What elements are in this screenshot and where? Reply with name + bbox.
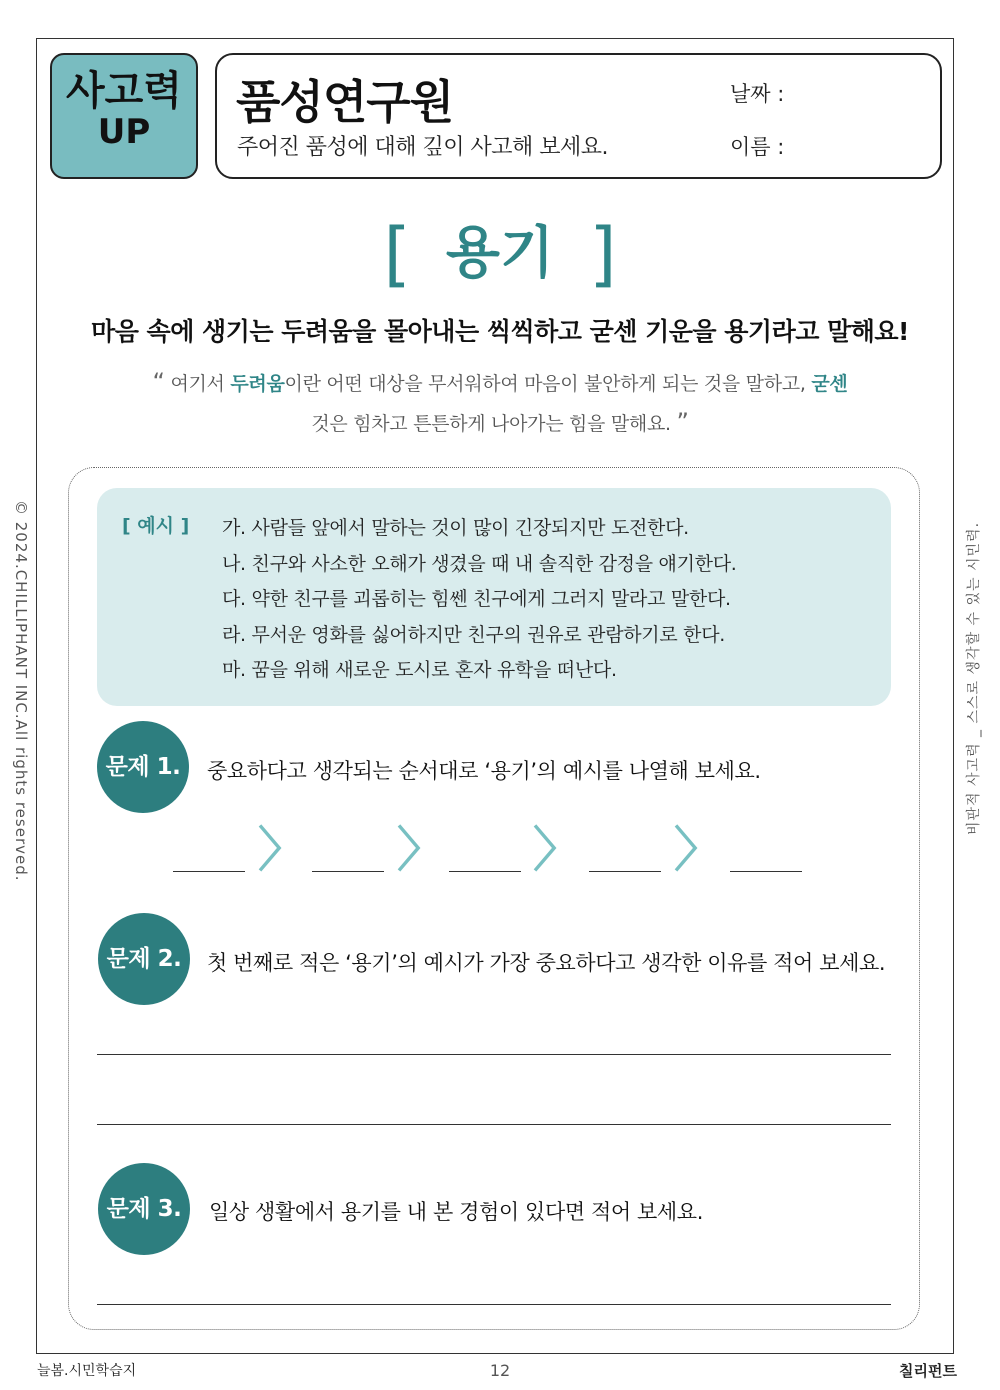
- definition-text: 마음 속에 생기는 두려움을 몰아내는 씩씩하고 굳센 기운을 용기라고 말해요!: [91, 317, 909, 346]
- question-2-text: 첫 번째로 적은 ‘용기’의 예시가 가장 중요하다고 생각한 이유를 적어 보세요.: [207, 951, 886, 975]
- quote-highlight-strong: 굳센: [811, 373, 848, 395]
- quote-line-1: [0, 368, 1000, 396]
- order-blank-1[interactable]: [173, 871, 245, 872]
- quote-text-line2: 것은 힘차고 튼튼하게 나아가는 힘을 말해요.: [311, 413, 671, 435]
- page-title: 품성연구원: [236, 75, 454, 129]
- example-list: [222, 511, 737, 689]
- topic-close-bracket: ]: [589, 213, 617, 295]
- topic-word: 용기: [445, 221, 555, 286]
- answer-line[interactable]: [97, 1304, 891, 1305]
- answer-line[interactable]: [97, 1054, 891, 1055]
- question-3-text: 일상 생활에서 용기를 내 본 경험이 있다면 적어 보세요.: [209, 1200, 703, 1224]
- order-blank-3[interactable]: [449, 871, 521, 872]
- order-blank-2[interactable]: [312, 871, 384, 872]
- page-number: 12: [489, 1361, 511, 1380]
- answer-line[interactable]: [97, 1124, 891, 1125]
- quote-highlight-fear: 두려움: [230, 373, 285, 395]
- order-blank-4[interactable]: [589, 871, 661, 872]
- badge-line2: UP: [97, 112, 151, 152]
- thinking-up-badge: [50, 53, 198, 179]
- quote-close-mark: ”: [676, 408, 689, 436]
- example-item: 마. 꿈을 위해 새로운 도시로 혼자 유학을 떠난다.: [222, 659, 617, 681]
- series-side-text: 비판적 사고력 _ 스스로 생각할 수 있는 시민력.: [966, 521, 982, 835]
- question-3-badge: 문제 3.: [98, 1163, 190, 1255]
- question-1-text: 중요하다고 생각되는 순서대로 ‘용기’의 예시를 나열해 보세요.: [207, 759, 761, 783]
- example-item: 라. 무서운 영화를 싫어하지만 친구의 권유로 관람하기로 한다.: [222, 623, 726, 646]
- quote-text-b: 이란 어떤 대상을 무서워하여 마음이 불안하게 되는 것을 말하고,: [284, 373, 812, 395]
- chevron-right-icon: 〉: [397, 822, 446, 878]
- page-subtitle: 주어진 품성에 대해 깊이 사고해 보세요.: [237, 135, 608, 160]
- topic-open-bracket: [: [383, 213, 411, 295]
- topic-heading: [0, 214, 1000, 294]
- footer-left-text: 늘봄.시민학습지: [37, 1363, 137, 1379]
- chevron-right-icon: 〉: [258, 822, 307, 878]
- example-item: 가. 사람들 앞에서 말하는 것이 많이 긴장되지만 도전한다.: [222, 517, 689, 539]
- quote-line-2: [0, 408, 1000, 436]
- footer-brand: 칠리펀트: [899, 1362, 957, 1380]
- example-item: 나. 친구와 사소한 오해가 생겼을 때 내 솔직한 감정을 얘기한다.: [222, 552, 737, 575]
- example-label: [ 예시 ]: [122, 515, 190, 537]
- order-blank-5[interactable]: [730, 871, 802, 872]
- example-item: 다. 약한 친구를 괴롭히는 힘쎈 친구에게 그러지 말라고 말한다.: [222, 588, 731, 610]
- date-label: 날짜 :: [730, 82, 785, 106]
- chevron-right-icon: 〉: [533, 822, 582, 878]
- chevron-right-icon: 〉: [674, 822, 723, 878]
- quote-text-a: 여기서: [170, 373, 231, 395]
- question-1-badge: 문제 1.: [97, 721, 189, 813]
- quote-open-mark: “: [152, 368, 165, 396]
- copyright-side-text: © 2024.CHILLIPHANT INC.All rights reserved.: [12, 500, 30, 882]
- name-label: 이름 :: [730, 135, 785, 159]
- badge-line1: 사고력: [66, 68, 182, 114]
- question-2-badge: 문제 2.: [98, 913, 190, 1005]
